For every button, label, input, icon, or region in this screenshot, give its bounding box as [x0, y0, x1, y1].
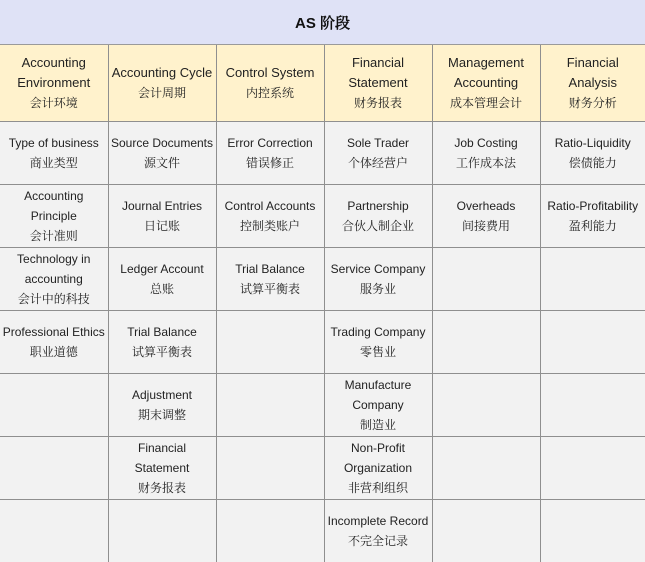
cell-label-zh: 商业类型 [2, 153, 106, 173]
table-cell [540, 500, 645, 562]
cell-label-en: Error Correction [219, 133, 322, 153]
cell-label-en: Financial Statement [111, 438, 214, 478]
table-cell [108, 311, 216, 374]
cell-label-zh: 期末调整 [111, 405, 214, 425]
cell-label-zh: 总账 [111, 279, 214, 299]
table-cell [216, 374, 324, 437]
table-cell [0, 185, 108, 248]
table-cell [432, 122, 540, 185]
cell-label-zh: 日记账 [111, 216, 214, 236]
cell-label-en: Ratio-Liquidity [543, 133, 644, 153]
table-cell [216, 185, 324, 248]
table-cell [216, 437, 324, 500]
cell-label-en: Trial Balance [219, 259, 322, 279]
cell-label-en: Trading Company [327, 322, 430, 342]
cell-label-zh: 个体经营户 [327, 153, 430, 173]
table-cell [108, 437, 216, 500]
cell-label-zh: 控制类账户 [219, 216, 322, 236]
cell-label-zh: 合伙人制企业 [327, 216, 430, 236]
cell-label-en: Source Documents [111, 133, 214, 153]
cell-label-zh: 间接费用 [435, 216, 538, 236]
table-row [0, 185, 645, 248]
table-row [0, 374, 645, 437]
table-cell [0, 500, 108, 562]
cell-label-zh: 零售业 [327, 342, 430, 362]
cell-label-en: Partnership [327, 196, 430, 216]
cell-label-zh: 财务报表 [111, 478, 214, 498]
cell-label-en: Incomplete Record [327, 511, 430, 531]
cell-label-en: Job Costing [435, 133, 538, 153]
cell-label-en: Manufacture Company [327, 375, 430, 415]
cell-label-zh: 会计准则 [2, 226, 106, 246]
table-row [0, 122, 645, 185]
table-cell [108, 248, 216, 311]
cell-label-zh: 职业道德 [2, 342, 106, 362]
table-cell [324, 311, 432, 374]
cell-label-en: Accounting Principle [2, 186, 106, 226]
table-cell [540, 248, 645, 311]
table-cell [324, 122, 432, 185]
table-cell [432, 437, 540, 500]
table-row [0, 437, 645, 500]
cell-label-en: Ratio-Profitability [543, 196, 644, 216]
cell-label-zh: 工作成本法 [435, 153, 538, 173]
table-cell [216, 500, 324, 562]
cell-label-en: Service Company [327, 259, 430, 279]
table-cell [540, 185, 645, 248]
table-cell [324, 185, 432, 248]
table-cell [324, 374, 432, 437]
cell-label-zh: 错误修正 [219, 153, 322, 173]
cell-label-en: Journal Entries [111, 196, 214, 216]
column-header: Financial Analysis 财务分析 [540, 45, 645, 122]
cell-label-en: Trial Balance [111, 322, 214, 342]
cell-label-zh: 偿债能力 [543, 153, 644, 173]
table-cell [108, 374, 216, 437]
table-cell [108, 185, 216, 248]
cell-label-zh: 服务业 [327, 279, 430, 299]
table-cell [324, 248, 432, 311]
table-cell [432, 311, 540, 374]
table-cell [324, 437, 432, 500]
table-cell [216, 122, 324, 185]
column-header: Accounting Cycle 会计周期 [108, 45, 216, 122]
column-header: Control System 内控系统 [216, 45, 324, 122]
table-cell [540, 311, 645, 374]
cell-label-zh: 盈利能力 [543, 216, 644, 236]
cell-label-zh: 不完全记录 [327, 531, 430, 551]
cell-label-en: Overheads [435, 196, 538, 216]
table-cell [0, 311, 108, 374]
table-cell [432, 374, 540, 437]
header-row [0, 45, 645, 122]
cell-label-zh: 试算平衡表 [219, 279, 322, 299]
table-row [0, 248, 645, 311]
cell-label-en: Non-Profit Organization [327, 438, 430, 478]
table-cell [324, 500, 432, 562]
table-cell [108, 500, 216, 562]
table-cell [432, 500, 540, 562]
cell-label-en: Ledger Account [111, 259, 214, 279]
table-cell [0, 248, 108, 311]
table-cell [540, 374, 645, 437]
cell-label-zh: 源文件 [111, 153, 214, 173]
cell-label-zh: 会计中的科技 [2, 289, 106, 309]
table-cell [0, 374, 108, 437]
table-cell [0, 437, 108, 500]
cell-label-en: Sole Trader [327, 133, 430, 153]
curriculum-table [0, 45, 645, 562]
cell-label-en: Technology in accounting [2, 249, 106, 289]
column-header: Financial Statement 财务报表 [324, 45, 432, 122]
table-title: AS 阶段 [0, 0, 645, 45]
column-header: Management Accounting 成本管理会计 [432, 45, 540, 122]
cell-label-en: Professional Ethics [2, 322, 106, 342]
column-header: Accounting Environment 会计环境 [0, 45, 108, 122]
table-row [0, 500, 645, 562]
table-cell [216, 311, 324, 374]
cell-label-en: Type of business [2, 133, 106, 153]
cell-label-en: Control Accounts [219, 196, 322, 216]
table-cell [540, 437, 645, 500]
cell-label-zh: 试算平衡表 [111, 342, 214, 362]
table-cell [216, 248, 324, 311]
cell-label-en: Adjustment [111, 385, 214, 405]
cell-label-zh: 非营利组织 [327, 478, 430, 498]
table-cell [432, 248, 540, 311]
table-cell [432, 185, 540, 248]
table-row [0, 311, 645, 374]
table-cell [108, 122, 216, 185]
cell-label-zh: 制造业 [327, 415, 430, 435]
table-cell [540, 122, 645, 185]
table-cell [0, 122, 108, 185]
